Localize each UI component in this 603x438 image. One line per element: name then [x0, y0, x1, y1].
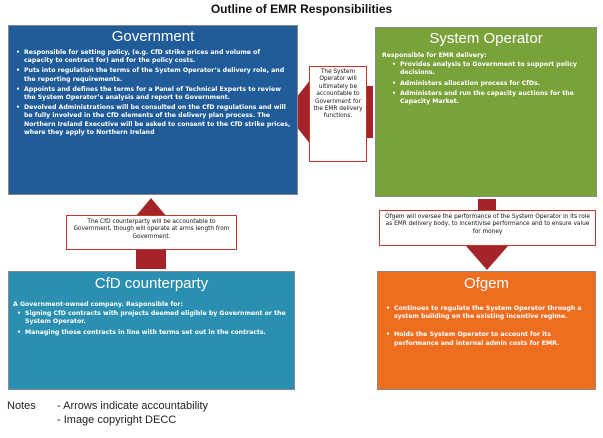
- cfd-counterparty-bullets: [13, 310, 288, 337]
- note-sysop-accountable-to-gov: The System Operator will ultimately be accountable to Government for the EMR delivery functions.: [309, 66, 367, 162]
- cfd-counterparty-bullet: • Signing CfD contracts with projects deemed eligible by Government or the System Operator.: [25, 310, 288, 326]
- system-operator-bullets: [382, 61, 590, 106]
- cfd-counterparty-box: [8, 271, 295, 390]
- cfd-counterparty-bullet: • Managing those contracts in line with terms set out in the contracts.: [25, 329, 288, 337]
- government-bullet: • Responsible for setting policy, (e.g. CfD strike prices and volume of capacity to contract for) and for the policy costs.: [24, 49, 291, 65]
- note-ofgem-oversees-sysop: Ofgem will oversee the performance of the System Operator in its role as EMR delivery body, to incentivise performance and to ensure value for money: [379, 210, 596, 246]
- government-bullet: • Devolved Administrations will be consulted on the CfD regulations and will be fully involved in the CfD elements of the delivery plan process. The Northern Ireland Executive will be asked to consent to the CfD strike prices, where they apply to Northern Ireland: [24, 104, 291, 137]
- cfd-counterparty-intro: A Government-owned company. Responsible for:: [13, 301, 183, 308]
- notes-label: Notes: [7, 400, 36, 412]
- system-operator-heading: System Operator: [429, 30, 543, 47]
- ofgem-heading: Ofgem: [463, 275, 509, 292]
- system-operator-bullet: • Administers allocation process for CfDs.: [400, 80, 590, 88]
- ofgem-bullet: • Holds the System Operator to account for its performance and internal admin costs for EMR.: [394, 331, 589, 347]
- government-box: [8, 25, 298, 195]
- ofgem-bullet: • Continues to regulate the System Operator through a system building on the existing incentive regime.: [394, 305, 589, 321]
- system-operator-box: [375, 27, 597, 197]
- notes-line: - Arrows indicate accountability: [57, 400, 209, 412]
- government-heading: Government: [111, 28, 195, 45]
- system-operator-bullet: • Administers and run the capacity auctions for the Capacity Market.: [400, 90, 590, 106]
- ofgem-box: [377, 271, 596, 390]
- system-operator-bullet: • Provides analysis to Government to support policy decisions.: [400, 61, 590, 77]
- system-operator-intro: Responsible for EMR delivery:: [382, 52, 487, 59]
- diagram-title: Outline of EMR Responsibilities: [210, 2, 393, 16]
- cfd-counterparty-heading: CfD counterparty: [94, 275, 209, 292]
- note-cfd-accountable-to-gov: The CfD counterparty will be accountable to Government, though will operate at arms length from Government.: [66, 215, 237, 250]
- ofgem-bullets: [384, 305, 589, 348]
- notes-line: - Image copyright DECC: [57, 414, 177, 426]
- government-bullets: [15, 49, 291, 137]
- government-bullet: • Appoints and defines the terms for a Panel of Technical Experts to review the System Operator’s analysis and report to Government.: [24, 86, 291, 102]
- government-bullet: • Puts into regulation the terms of the System Operator’s delivery role, and the reporting requirements.: [24, 67, 291, 83]
